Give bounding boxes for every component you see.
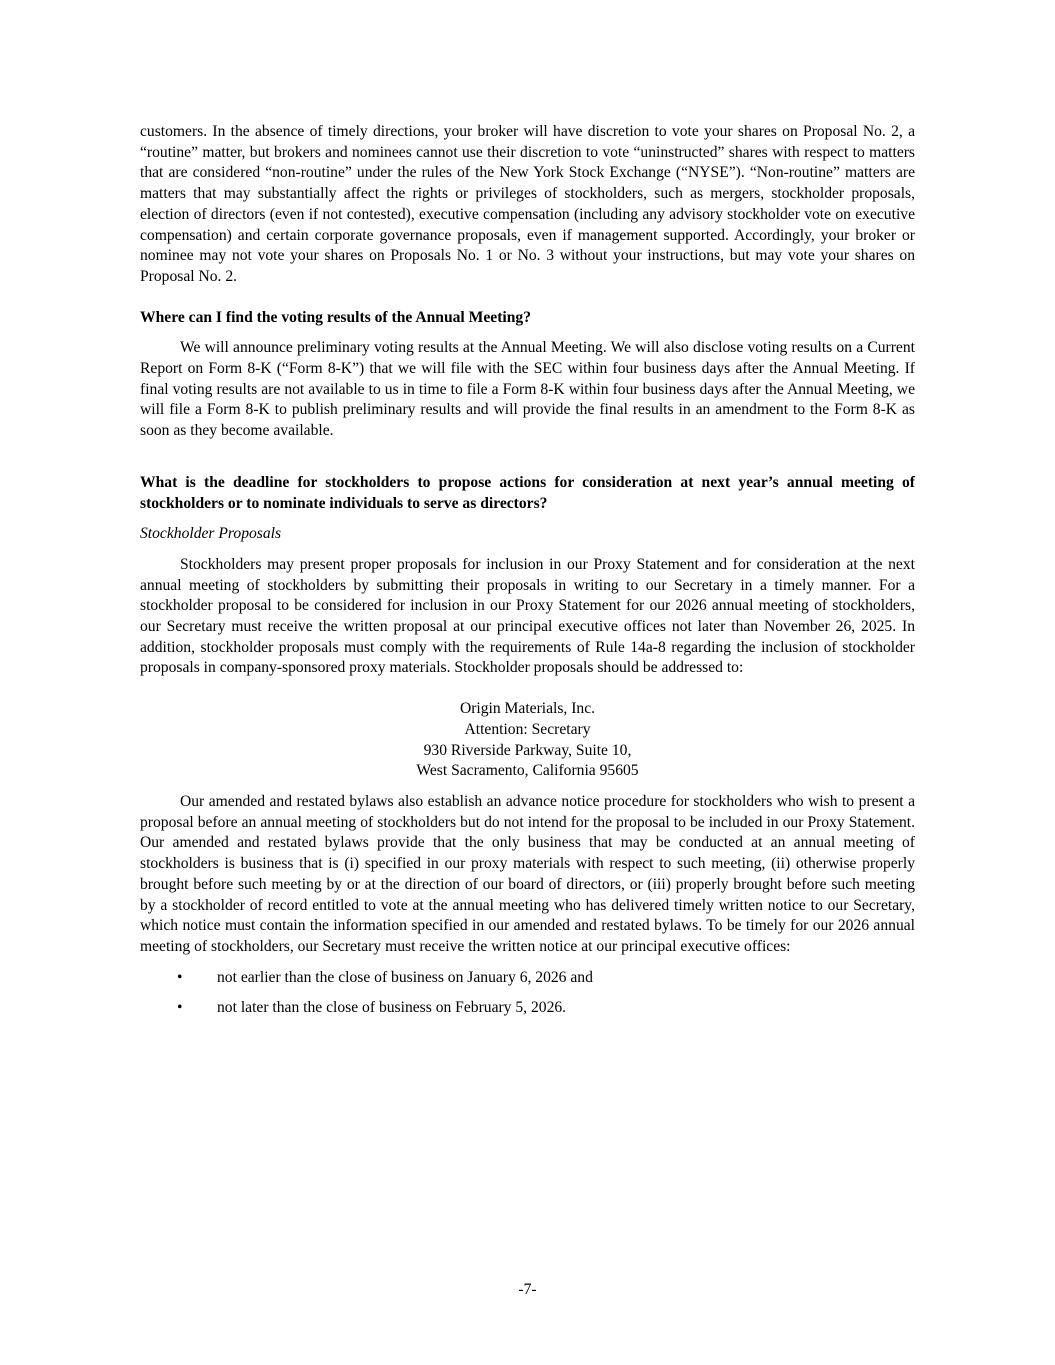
list-item <box>140 998 915 1019</box>
page-number: -7- <box>518 1281 537 1298</box>
address-line-attention: Attention: Secretary <box>464 720 591 738</box>
secretary-address <box>140 699 915 782</box>
address-line-street: 930 Riverside Parkway, Suite 10, <box>423 741 632 759</box>
list-item-text: not later than the close of business on February 5, 2026. <box>217 999 567 1017</box>
bullet-icon: • <box>177 999 183 1017</box>
stockholder-proposals-paragraph: Stockholders may present proper proposals for inclusion in our Proxy Statement and for consideration at the next annual meeting of stockholders by submitting their proposals in writing to our Secretary in a timely manner. For a stockholder proposal to be considered for inclusion in our Proxy Statement for our 2026 annual meeting of stockholders, our Secretary must receive the written proposal at our principal executive offices not later than November 26, 2025. In addition, stockholder proposals must comply with the requirements of Rule 14a-8 regarding the inclusion of stockholder proposals in company-sponsored proxy materials. Stockholder proposals should be addressed to: <box>140 555 915 677</box>
list-item-text: not earlier than the close of business on January 6, 2026 and <box>217 968 593 986</box>
voting-results-heading: Where can I find the voting results of the Annual Meeting? <box>140 308 532 326</box>
deadline-heading: What is the deadline for stockholders to propose actions for consideration at next year’s annual meeting of stockholders or to nominate individuals to serve as directors? <box>140 473 915 512</box>
bullet-icon: • <box>177 968 183 986</box>
advance-notice-paragraph: Our amended and restated bylaws also establish an advance notice procedure for stockholders who wish to present a proposal before an annual meeting of stockholders but do not intend for the proposal to be included in our Proxy Statement. Our amended and restated bylaws provide that the only business that may be conducted at an annual meeting of stockholders is business that is (i) specified in our proxy materials with respect to such meeting, (ii) otherwise properly brought before such meeting by or at the direction of our board of directors, or (iii) properly brought before such meeting by a stockholder of record entitled to vote at the annual meeting who has delivered timely written notice to our Secretary, which notice must contain the information specified in our amended and restated bylaws. To be timely for our 2026 annual meeting of stockholders, our Secretary must receive the written notice at our principal executive offices: <box>140 792 915 955</box>
document-page <box>140 122 915 1019</box>
address-line-company: Origin Materials, Inc. <box>459 700 596 718</box>
notice-window-list <box>140 968 915 1019</box>
stockholder-proposals-subheading: Stockholder Proposals <box>140 525 282 543</box>
voting-results-paragraph: We will announce preliminary voting results at the Annual Meeting. We will also disclose voting results on a Current Report on Form 8-K (“Form 8-K”) that we will file with the SEC within four business days after the Annual Meeting. If final voting results are not available to us in time to file a Form 8-K within four business days after the Annual Meeting, we will file a Form 8-K to publish preliminary results and will provide the final results in an amendment to the Form 8-K as soon as they become available. <box>140 339 915 440</box>
address-line-city: West Sacramento, California 95605 <box>416 762 639 780</box>
intro-paragraph: customers. In the absence of timely directions, your broker will have discretion to vote your shares on Proposal No. 2, a “routine” matter, but brokers and nominees cannot use their discretion to vote “uninstructed” shares with respect to matters that are considered “non-routine” under the rules of the New York Stock Exchange (“NYSE”). “Non-routine” matters are matters that may substantially affect the rights or privileges of stockholders, such as mergers, stockholder proposals, election of directors (even if not contested), executive compensation (including any advisory stockholder vote on executive compensation) and certain corporate governance proposals, even if management supported. Accordingly, your broker or nominee may not vote your shares on Proposals No. 1 or No. 3 without your instructions, but may vote your shares on Proposal No. 2. <box>140 123 915 285</box>
list-item <box>140 968 915 989</box>
